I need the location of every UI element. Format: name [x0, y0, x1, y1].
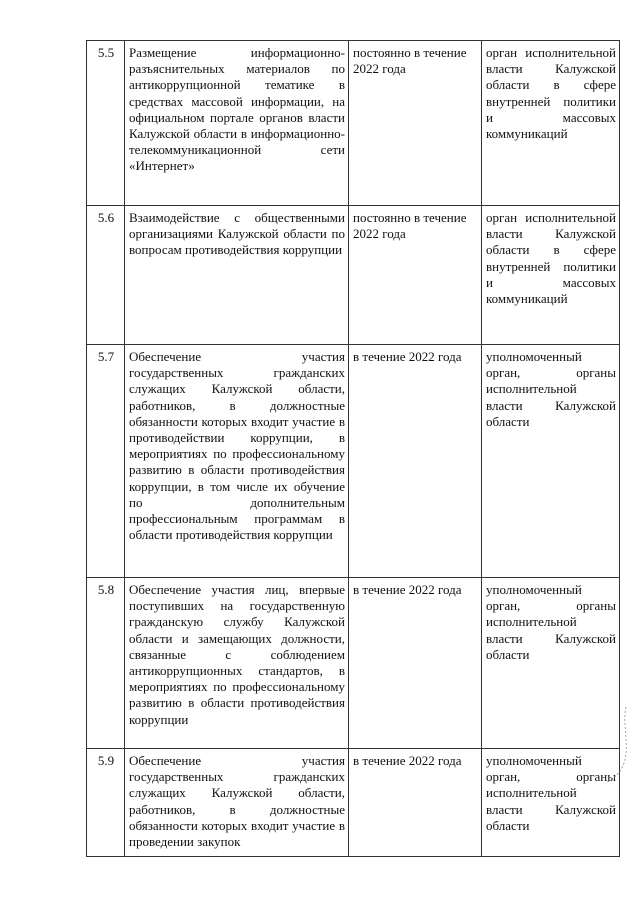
activity-term: в течение 2022 года — [349, 345, 482, 578]
activity-term: постоянно в течение 2022 года — [349, 206, 482, 345]
row-number: 5.9 — [87, 749, 125, 857]
scan-artifact-mark — [604, 705, 634, 795]
table-row — [87, 578, 620, 749]
activity-term: постоянно в течение 2022 года — [349, 41, 482, 206]
activity-term: в течение 2022 года — [349, 578, 482, 749]
activity-plan-table — [86, 40, 620, 857]
activity-term: в течение 2022 года — [349, 749, 482, 857]
responsible-body: орган исполнительной власти Калужской области в сфере внутренней политики и массовых коммуникаций — [482, 206, 620, 345]
responsible-body: орган исполнительной власти Калужской области в сфере внутренней политики и массовых коммуникаций — [482, 41, 620, 206]
activity-description: Обеспечение участия государственных гражданских служащих Калужской области, работников, в должностные обязанности которых входит участие в проведении закупок — [125, 749, 349, 857]
table-row — [87, 749, 620, 857]
responsible-body: уполномоченный орган, органы исполнительной власти Калужской области — [482, 749, 620, 857]
row-number: 5.8 — [87, 578, 125, 749]
table-row — [87, 41, 620, 206]
row-number: 5.7 — [87, 345, 125, 578]
row-number: 5.6 — [87, 206, 125, 345]
responsible-body: уполномоченный орган, органы исполнительной власти Калужской области — [482, 578, 620, 749]
activity-description: Обеспечение участия лиц, впервые поступивших на государственную гражданскую службу Калужской области и замещающих должности, связанные с соблюдением антикоррупционных стандартов, в мероприятиях по профессиональному развитию в области противодействия коррупции — [125, 578, 349, 749]
row-number: 5.5 — [87, 41, 125, 206]
table-row — [87, 345, 620, 578]
table-row — [87, 206, 620, 345]
responsible-body: уполномоченный орган, органы исполнительной власти Калужской области — [482, 345, 620, 578]
activity-description: Взаимодействие с общественными организациями Калужской области по вопросам противодействия коррупции — [125, 206, 349, 345]
activity-description: Обеспечение участия государственных гражданских служащих Калужской области, работников, в должностные обязанности которых входит участие в противодействии коррупции, в мероприятиях по профессиональному развитию в области противодействия коррупции, в том числе их обучение по дополнительным профессиональным программам в области противодействия коррупции — [125, 345, 349, 578]
activity-description: Размещение информационно-разъяснительных материалов по антикоррупционной тематике в средствах массовой информации, на официальном портале органов власти Калужской области в информационно-телекоммуникационной сети «Интернет» — [125, 41, 349, 206]
